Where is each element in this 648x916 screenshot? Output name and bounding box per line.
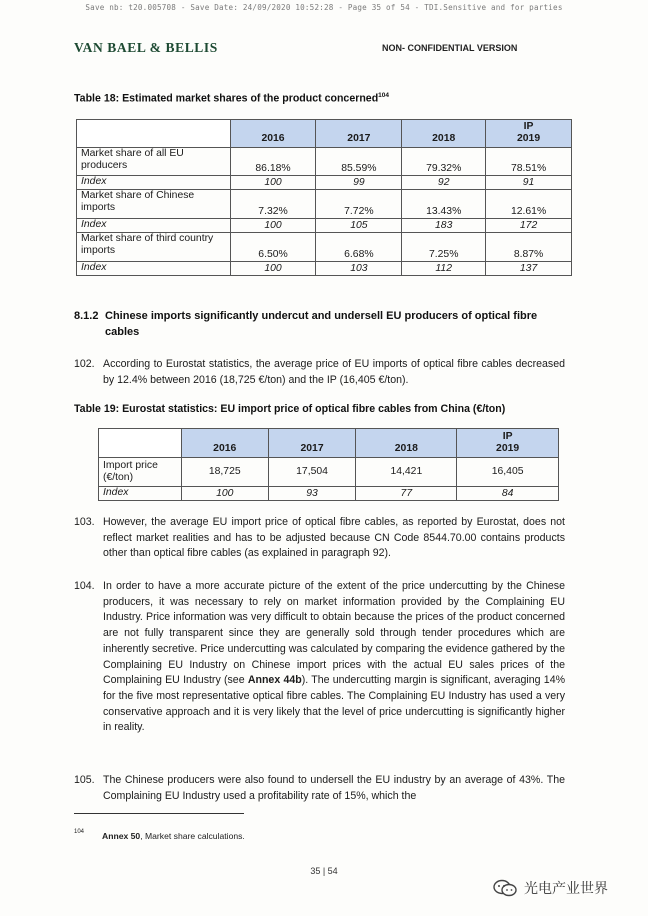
confidentiality-label: NON- CONFIDENTIAL VERSION [382,43,518,53]
column-header: 2017 [316,120,402,148]
paragraph-number: 104. [74,580,95,592]
cell: 78.51% [486,148,572,176]
row-label: Index [77,219,231,233]
cell: 100 [230,262,316,276]
cell: 7.32% [230,190,316,219]
row-label: Import price (€/ton) [99,458,182,487]
footnote-text: Annex 50, Market share calculations. [102,831,245,841]
cell: 7.72% [316,190,402,219]
cell: 6.68% [316,233,402,262]
paragraph-text: According to Eurostat statistics, the average price of EU imports of optical fibre cables decreased by 12.4% between 2016 (18,725 €/ton) and the IP (16,405 €/ton). [103,358,565,386]
index-row [77,262,572,276]
cell: 13.43% [402,190,486,219]
annex-reference: Annex 44b [247,674,302,687]
paragraph-text: However, the average EU import price of optical fibre cables, as reported by Eurostat, does not reflect market realities and has to be adjusted because CN Code 8544.70.00 contains products other than optical fibre cables (as explained in paragraph 92). [103,516,565,560]
wechat-icon [492,879,518,897]
page-number: 35 | 54 [310,866,338,876]
row-label: Market share of all EU producers [77,148,231,176]
cell: 6.50% [230,233,316,262]
cell: 79.32% [402,148,486,176]
cell: 183 [402,219,486,233]
cell: 100 [230,219,316,233]
column-header: 2017 [268,429,356,458]
cell: 8.87% [486,233,572,262]
column-header-ip: IP 2019 [486,120,572,148]
table19-corner [99,429,182,458]
paragraph-102 [74,357,565,388]
firm-logo: VAN BAEL & BELLIS [74,40,218,55]
footnote-number: 104 [74,829,85,835]
row-label: Index [77,262,231,276]
cell: 91 [486,176,572,190]
table18-header-row [77,120,572,148]
cell: 7.25% [402,233,486,262]
paragraph-103 [74,515,565,562]
cell: 99 [316,176,402,190]
section-heading [74,309,572,340]
cell: 105 [316,219,402,233]
footnote [74,831,245,841]
paragraph-text: In order to have a more accurate picture of the extent of the price undercutting by the Chinese producers, it was necessary to rely on market information provided by the Complaining EU Industry. Price information was very difficult to obtain because the prices of the product concerned are not fully transparent since they are generally sold through tender procedures which are inherently secretive. Price undercutting was calculated by comparing the evidence gathered by the Complaining EU Industry on Chinese import prices with the actual EU sales prices of the Complaining EU Industry (see Annex 44b). The undercutting margin is significant, averaging 14% for the five most representative optical fibre cables. The Complaining EU Industry has used a very conservative approach and it is very likely that the level of price undercutting is significantly higher in reality. [103,580,566,734]
paragraph-number: 102. [74,358,95,370]
footnote-divider [74,813,244,814]
watermark-text: 光电产业世界 [524,881,608,897]
table-row [77,190,572,219]
index-row [77,176,572,190]
section-number: 8.1.2 [74,310,99,322]
watermark [492,878,608,898]
cell: 137 [486,262,572,276]
cell: 16,405 [457,458,559,487]
table18 [76,119,572,276]
cell: 112 [402,262,486,276]
row-label: Index [77,176,231,190]
paragraph-104 [74,579,565,736]
column-header: 2018 [356,429,457,458]
cell: 12.61% [486,190,572,219]
cell: 86.18% [230,148,316,176]
cell: 84 [457,487,559,501]
table19-header-row [99,429,559,458]
table18-caption: Table 18: Estimated market shares of the product concerned$^{104}$ [74,92,390,105]
footnote-ref: 104 [378,92,390,99]
column-header: 2016 [230,120,316,148]
table19-caption: Table 19: Eurostat statistics: EU import price of optical fibre cables from China (€/ton) [74,403,506,415]
paragraph-number: 103. [74,516,95,528]
section-title: Chinese imports significantly undercut and undersell EU producers of optical fibre cables [105,310,538,338]
row-label: Index [99,487,182,501]
column-header-ip: IP 2019 [457,429,559,458]
cell: 18,725 [181,458,268,487]
index-row [77,219,572,233]
table19 [98,428,559,501]
cell: 14,421 [356,458,457,487]
column-header: 2016 [181,429,268,458]
table18-corner [77,120,231,148]
paragraph-text: The Chinese producers were also found to undersell the EU industry by an average of 43%. The Complaining EU Industry used a profitability rate of 15%, which the [103,774,565,802]
row-label: Market share of third country imports [77,233,231,262]
save-info-line: Save nb: t20.005708 - Save Date: 24/09/2020 10:52:28 - Page 35 of 54 - TDI.Sensitive and for parties [85,3,563,12]
row-label: Market share of Chinese imports [77,190,231,219]
cell: 92 [402,176,486,190]
cell: 103 [316,262,402,276]
cell: 17,504 [268,458,356,487]
cell: 77 [356,487,457,501]
column-header: 2018 [402,120,486,148]
table-row [77,233,572,262]
cell: 100 [181,487,268,501]
table-row [99,458,559,487]
cell: 85.59% [316,148,402,176]
cell: 93 [268,487,356,501]
cell: 172 [486,219,572,233]
table-row [77,148,572,176]
cell: 100 [230,176,316,190]
index-row [99,487,559,501]
paragraph-105 [74,773,565,804]
paragraph-number: 105. [74,774,95,786]
